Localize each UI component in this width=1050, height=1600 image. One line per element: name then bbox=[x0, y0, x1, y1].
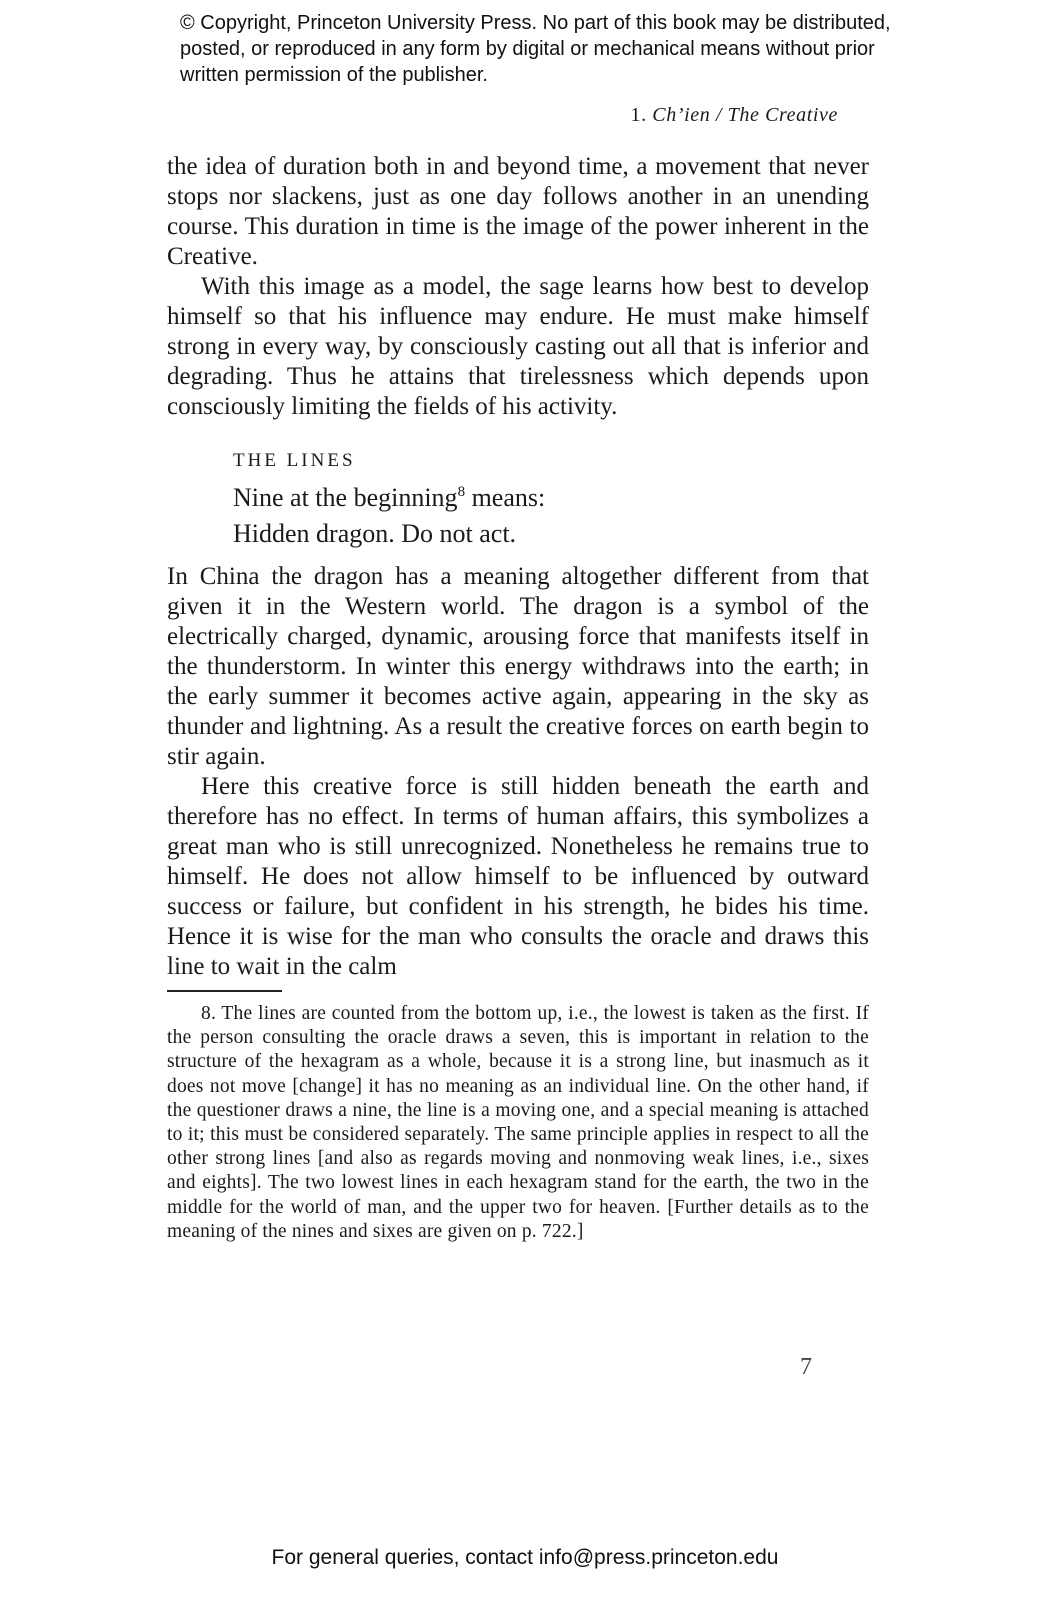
verse-line-2: Hidden dragon. Do not act. bbox=[233, 519, 517, 548]
chapter-number: 1. bbox=[630, 104, 647, 126]
verse-line-1-end: means: bbox=[465, 483, 546, 512]
commentary-paragraph: In China the dragon has a meaning altogether different from that given it in the Western world. The dragon is a symbol of the electrically charged, dynamic, arousing force that manifests itself in the thunderstorm. In winter this energy withdraws into the earth; in the early summer it becomes active again, appearing in the sky as thunder and lightning. As a result the creative forces on earth begin to stir again. bbox=[167, 563, 869, 770]
contact-line: For general queries, contact info@press.princeton.edu bbox=[271, 1546, 779, 1569]
commentary-paragraph: Here this creative force is still hidden beneath the earth and therefore has no effect. In terms of human affairs, this symbolizes a great man who is still unrecognized. Nonetheless he remains true to himself. He does not allow himself to be influenced by outward success or failure, but confident in his strength, he bides his time. Hence it is wise for the man who consults the oracle and draws this line to wait in the calm bbox=[167, 773, 869, 980]
verse-line-1 bbox=[233, 480, 869, 516]
verse-line-1-text: Nine at the beginning bbox=[233, 483, 458, 512]
paragraph: the idea of duration both in and beyond time, a movement that never stops nor slackens, just as one day follows another in an unending course. This duration in time is the image of the power inherent in the Creative. bbox=[167, 153, 869, 270]
section-heading: THE LINES bbox=[233, 450, 356, 471]
footnote-reference: 8 bbox=[457, 484, 466, 500]
chapter-title: Ch’ien / The Creative bbox=[652, 104, 838, 126]
running-head bbox=[630, 104, 838, 127]
main-text bbox=[167, 152, 869, 1244]
page-number: 7 bbox=[800, 1354, 812, 1380]
footnote-divider bbox=[167, 990, 282, 992]
footnote: 8. The lines are counted from the bottom up, i.e., the lowest is taken as the first. If the person consulting the oracle draws a seven, this is important in relation to the structure of the hexagram as a whole, because it is a strong line, but inasmuch as it does not move [change] it has no meaning as an individual line. On the other hand, if the questioner draws a nine, the line is a moving one, and a special meaning is attached to it; this must be considered separately. The same principle applies in respect to all the other strong lines [and also as regards moving and nonmoving weak lines, i.e., sixes and eights]. The two lowest lines in each hexagram stand for the earth, the two in the middle for the world of man, and the upper two for heaven. [Further details as to the meaning of the nines and sixes are given on p. 722.] bbox=[167, 1003, 869, 1242]
verse bbox=[233, 480, 869, 552]
paragraph: With this image as a model, the sage learns how best to develop himself so that his influence may endure. He must make himself strong in every way, by consciously casting out all that is inferior and degrading. Thus he attains that tirelessness which depends upon consciously limiting the fields of his activity. bbox=[167, 273, 869, 420]
copyright-notice: © Copyright, Princeton University Press. No part of this book may be distributed, posted, or reproduced in any form by digital or mechanical means without prior written permission of the publisher. bbox=[180, 12, 891, 86]
